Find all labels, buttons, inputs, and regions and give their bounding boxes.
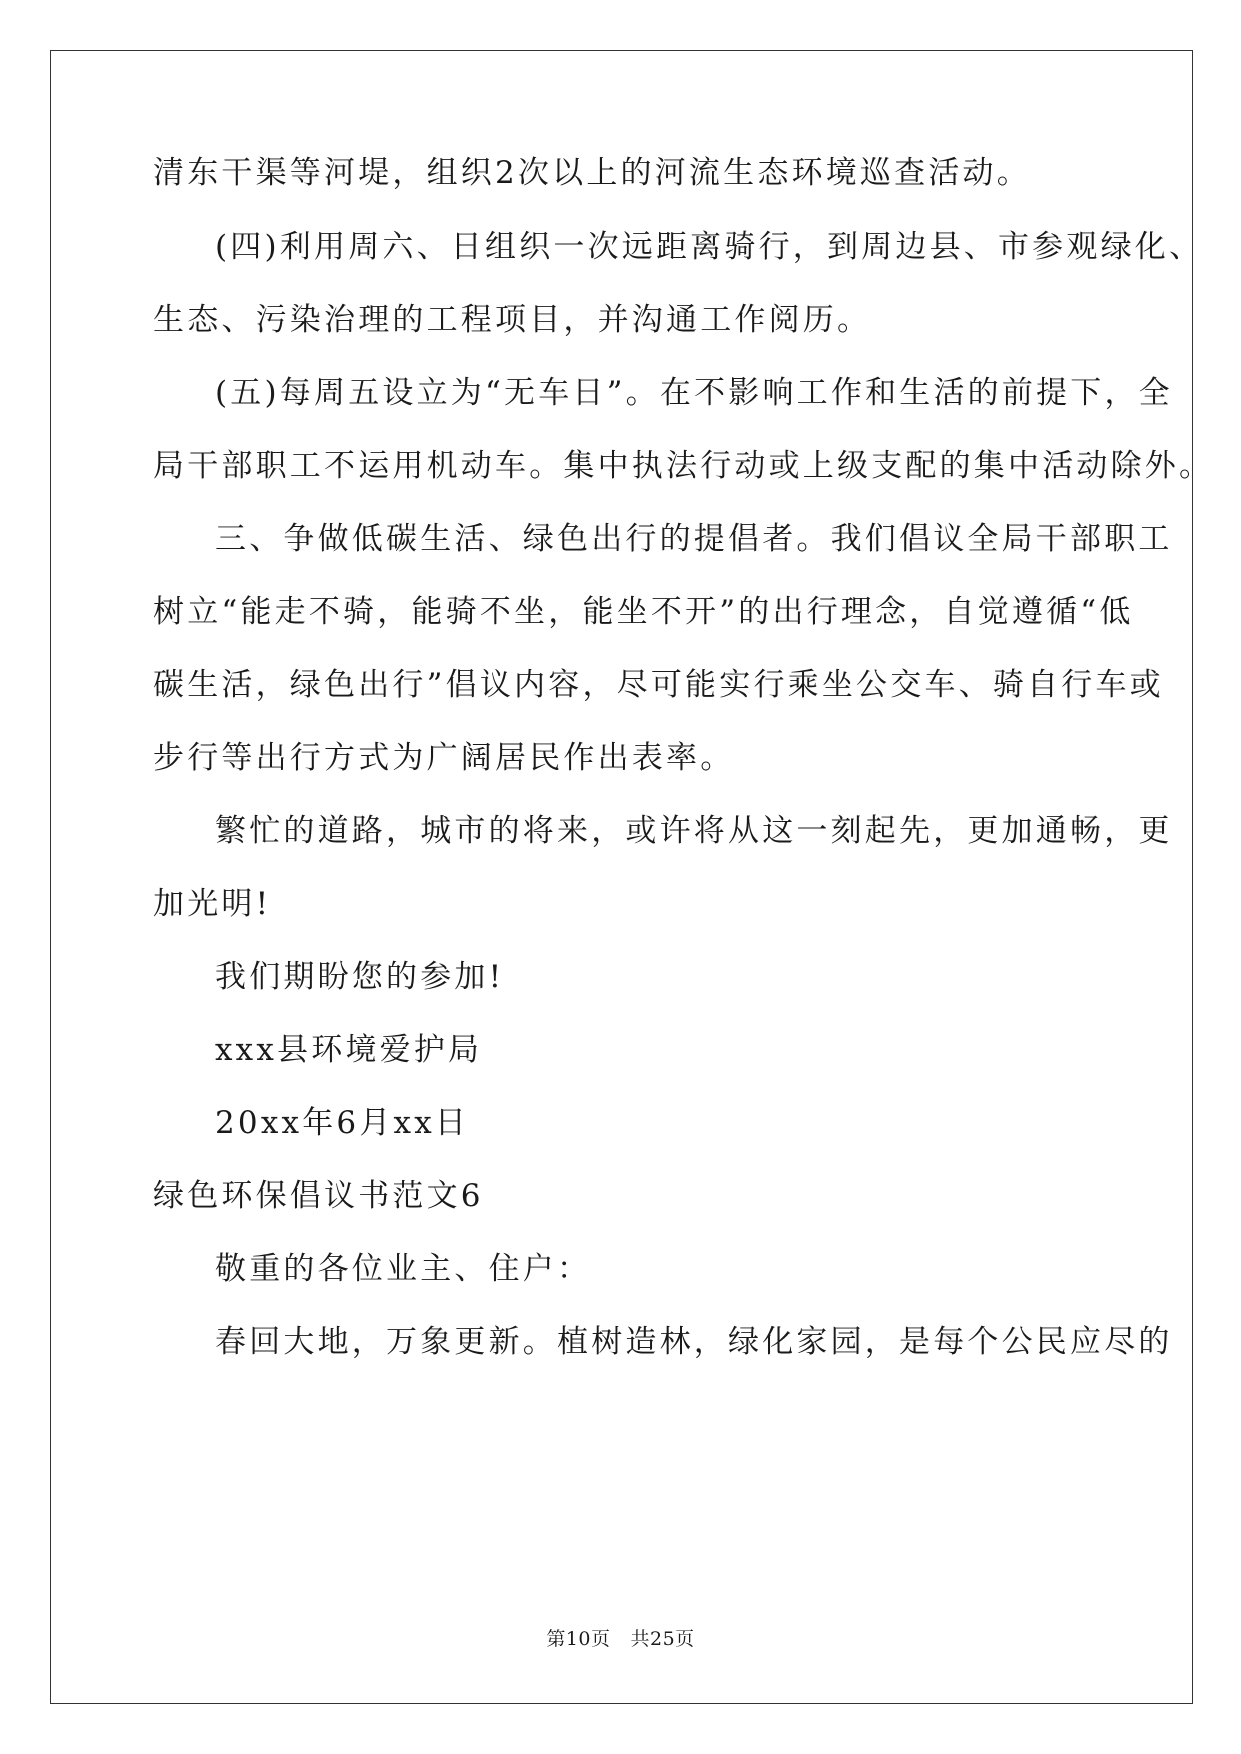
- text-line: (五)每周五设立为“无车日”。在不影响工作和生活的前提下，全: [215, 375, 1173, 411]
- text-line: 生态、污染治理的工程项目，并沟通工作阅历。: [153, 302, 872, 338]
- text-line: (四)利用周六、日组织一次远距离骑行，到周边县、市参观绿化、: [215, 229, 1204, 265]
- text-line: 加光明!: [153, 886, 272, 922]
- text-line: 清东干渠等河堤，组织2次以上的河流生态环境巡查活动。: [153, 155, 1031, 191]
- signature-date: 20xx年6月xx日: [215, 1105, 470, 1141]
- text-line: 步行等出行方式为广阔居民作出表率。: [153, 740, 735, 776]
- page-total: 共25页: [630, 1628, 695, 1650]
- text-line: 我们期盼您的参加!: [215, 959, 505, 995]
- page-number: 第10页: [546, 1628, 611, 1650]
- signature-organization: xxx县环境爱护局: [215, 1032, 483, 1068]
- text-line: 春回大地，万象更新。植树造林，绿化家园，是每个公民应尽的: [215, 1324, 1173, 1360]
- text-line: 碳生活，绿色出行”倡议内容，尽可能实行乘坐公交车、骑自行车或: [153, 667, 1164, 703]
- page-border: [50, 50, 1193, 1704]
- text-line: 树立“能走不骑，能骑不坐，能坐不开”的出行理念，自觉遵循“低: [153, 594, 1134, 630]
- text-line: 局干部职工不运用机动车。集中执法行动或上级支配的集中活动除外。: [153, 448, 1214, 484]
- text-line: 繁忙的道路，城市的将来，或许将从这一刻起先，更加通畅，更: [215, 813, 1173, 849]
- salutation: 敬重的各位业主、住户：: [215, 1251, 592, 1287]
- text-line: 三、争做低碳生活、绿色出行的提倡者。我们倡议全局干部职工: [215, 521, 1173, 557]
- section-heading: 绿色环保倡议书范文6: [153, 1178, 484, 1214]
- page-footer: [0, 1627, 1241, 1651]
